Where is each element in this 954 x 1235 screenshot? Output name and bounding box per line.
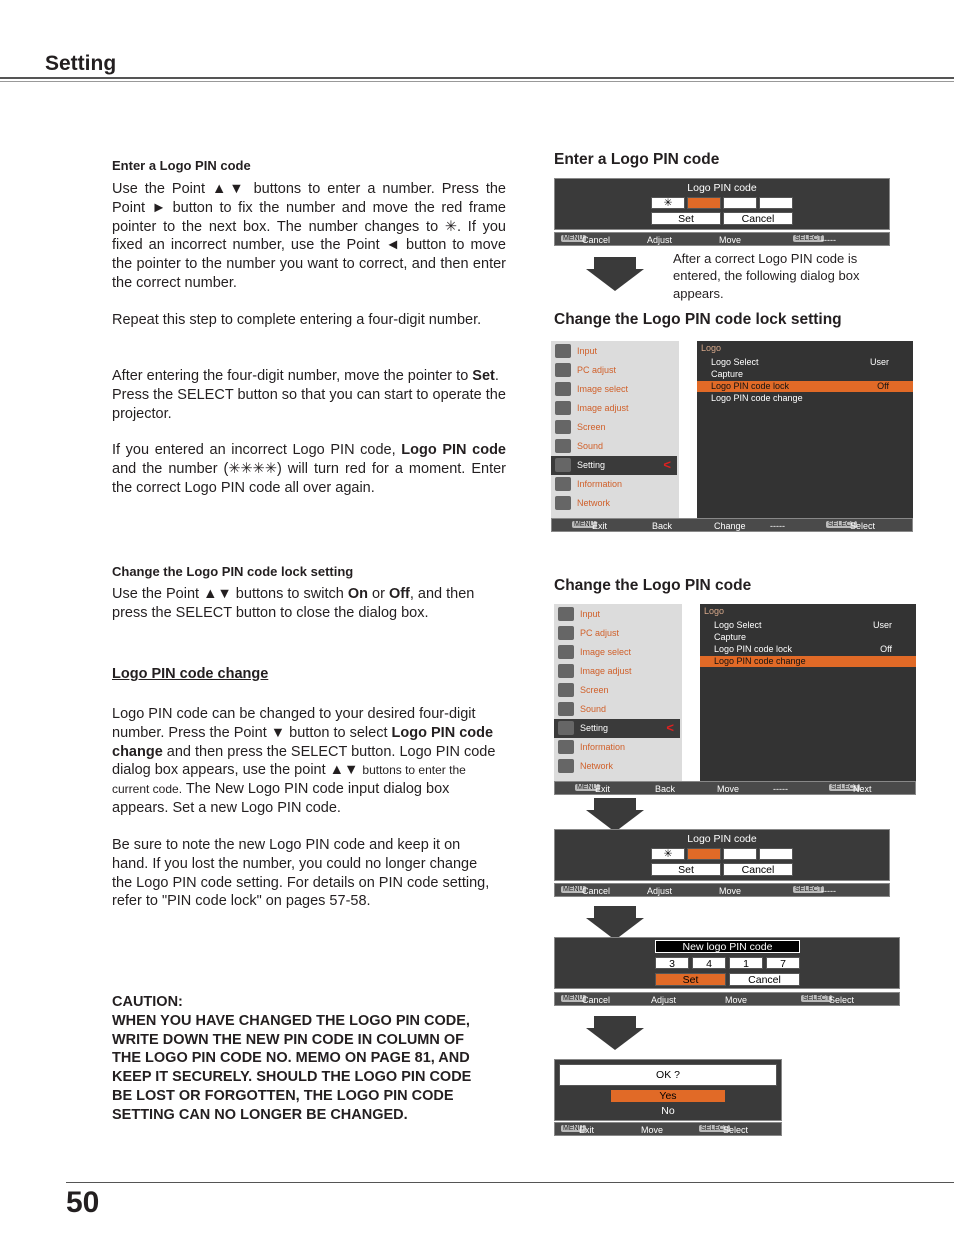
set-button[interactable]: Set	[651, 212, 721, 225]
menu-item[interactable]	[551, 342, 677, 361]
menu-item[interactable]	[551, 380, 677, 399]
menu-sidebar	[551, 341, 679, 518]
menu-item[interactable]	[554, 700, 680, 719]
cancel-button[interactable]: Cancel	[723, 863, 793, 876]
network-icon	[558, 759, 574, 773]
row-value: User	[872, 620, 892, 630]
enter-pin-paragraph-2: Repeat this step to complete entering a four-digit number.	[112, 312, 482, 328]
hint-move: Move	[719, 886, 742, 896]
hint-adjust: Adjust	[647, 886, 673, 896]
input-icon	[558, 607, 574, 621]
hint-move: Move	[725, 995, 748, 1005]
select-key: SELECT	[795, 886, 823, 893]
pin-digit-box[interactable]: 3	[655, 957, 689, 969]
menu-item[interactable]	[554, 738, 680, 757]
select-key: SELECT	[795, 235, 823, 242]
menu-item[interactable]	[551, 494, 677, 513]
set-button[interactable]: Set	[655, 973, 726, 986]
down-arrow-icon	[586, 798, 644, 832]
row-label: Logo PIN code lock	[711, 381, 790, 391]
image-select-icon	[555, 382, 571, 396]
menu-item-label: Input	[577, 346, 598, 356]
pin-digit-box[interactable]: 1	[729, 957, 763, 969]
header-rule	[0, 77, 954, 79]
dialog-control-bar	[554, 1122, 782, 1136]
enter-pin-paragraph-3: After entering the four-digit number, move the pointer to Set. Press the SELECT button so that you can start to operate the projector.	[112, 368, 506, 422]
pc-adjust-icon	[558, 626, 574, 640]
menu-key: MENU	[577, 784, 598, 791]
yes-option[interactable]: Yes	[611, 1090, 725, 1102]
chevron-left-icon: <	[666, 720, 674, 735]
menu-control-bar	[551, 518, 913, 532]
sound-icon	[558, 702, 574, 716]
row-label: Logo PIN code lock	[714, 644, 793, 654]
menu-item-label: Screen	[577, 422, 606, 432]
hint-cancel: Cancel	[582, 995, 611, 1005]
down-arrow-icon	[586, 906, 644, 940]
menu-item-label: Setting	[577, 460, 606, 470]
menu-item-label: PC adjust	[577, 365, 617, 375]
hint-exit: Exit	[595, 784, 611, 794]
menu-item[interactable]	[554, 624, 680, 643]
dialog-title: New logo PIN code	[655, 940, 800, 953]
submenu-row[interactable]	[700, 656, 916, 667]
hint-adjust: Adjust	[647, 235, 673, 245]
setting-icon	[555, 458, 571, 472]
pc-adjust-icon	[555, 363, 571, 377]
sound-icon	[555, 439, 571, 453]
submenu-row[interactable]	[697, 369, 913, 380]
hint-blank: -----	[770, 521, 785, 531]
menu-sidebar	[554, 604, 682, 781]
menu-item[interactable]	[551, 475, 677, 494]
menu-item[interactable]	[554, 719, 680, 738]
row-label: Logo Select	[711, 357, 759, 367]
cancel-button[interactable]: Cancel	[723, 212, 793, 225]
submenu-header: Logo	[701, 343, 722, 353]
setting-menu-lock	[551, 341, 913, 518]
image-select-icon	[558, 645, 574, 659]
down-arrow-icon	[586, 1016, 644, 1050]
hint-exit: Exit	[579, 1125, 595, 1135]
row-label: Logo PIN code change	[711, 393, 803, 403]
pin-digit-box[interactable]	[759, 197, 793, 209]
menu-item-label: Image adjust	[580, 666, 632, 676]
menu-item[interactable]	[551, 399, 677, 418]
submenu-row[interactable]	[697, 381, 913, 392]
pin-digit-box[interactable]	[723, 197, 757, 209]
hint-back: Back	[652, 521, 673, 531]
submenu-row[interactable]	[700, 644, 916, 655]
hint-select: Select	[829, 995, 855, 1005]
header-rule-thin	[0, 81, 954, 82]
lock-subheading: Change the Logo PIN code lock setting	[112, 564, 354, 579]
hint-back: Back	[655, 784, 676, 794]
hint-blank: -----	[773, 784, 788, 794]
menu-item-label: Sound	[577, 441, 604, 451]
hint-select: Select	[723, 1125, 749, 1135]
lock-paragraph: Use the Point ▲▼ buttons to switch On or Off, and then press the SELECT button to close the dialog box.	[112, 586, 475, 621]
enter-pin-paragraph-1: Use the Point ▲▼ buttons to enter a number. Press the Point ► button to fix the number and move the red frame pointer to the next box. The number changes to ✳. If you fixed an incorrect number, use the Point ◄ button to move the pointer to the number you want to correct, and then enter the correct number.	[112, 181, 506, 291]
page-number: 50	[66, 1186, 100, 1219]
dialog-title: Logo PIN code	[687, 833, 757, 845]
logo-pin-dialog	[554, 829, 890, 881]
menu-item-label: Information	[580, 742, 626, 752]
input-icon	[555, 344, 571, 358]
hint-change: Change	[714, 521, 746, 531]
menu-item[interactable]	[554, 643, 680, 662]
menu-item-label: PC adjust	[580, 628, 620, 638]
hint-select: -----	[821, 886, 836, 896]
screen-icon	[558, 683, 574, 697]
pin-digit-box[interactable]: 7	[766, 957, 800, 969]
enter-pin-subheading: Enter a Logo PIN code	[112, 158, 251, 173]
pin-digit-box[interactable]	[687, 197, 721, 209]
select-key: SELECT	[701, 1125, 729, 1132]
pin-digit-box[interactable]	[759, 848, 793, 860]
menu-key: MENU	[563, 995, 584, 1002]
menu-item[interactable]	[554, 681, 680, 700]
dialog-control-bar	[554, 992, 900, 1006]
menu-item[interactable]	[551, 456, 677, 475]
change-paragraph-2: Be sure to note the new Logo PIN code and keep it on hand. If you lost the number, you could no longer change the Logo PIN code setting. For details on PIN code setting, refer to "PIN code lock" on pages 57-58.	[112, 837, 490, 910]
pin-digit-box[interactable]: ✳	[651, 197, 685, 209]
menu-submenu	[700, 604, 916, 781]
menu-item-label: Screen	[580, 685, 609, 695]
ok-confirm-dialog	[554, 1059, 782, 1121]
submenu-header: Logo	[704, 606, 725, 616]
information-icon	[558, 740, 574, 754]
enter-pin-paragraph-4: If you entered an incorrect Logo PIN code, Logo PIN code and the number (✳✳✳✳) will turn red for a moment. Enter the correct Logo PIN code all over again.	[112, 442, 506, 496]
menu-key: MENU	[563, 235, 584, 242]
information-icon	[555, 477, 571, 491]
select-key: SELECT	[803, 995, 831, 1002]
submenu-row[interactable]	[697, 393, 913, 404]
no-option[interactable]: No	[661, 1105, 675, 1117]
row-label: Capture	[711, 369, 744, 379]
dialog-control-bar	[554, 883, 890, 897]
menu-item-label: Information	[577, 479, 623, 489]
menu-key: MENU	[563, 1125, 584, 1132]
hint-cancel: Cancel	[582, 886, 611, 896]
down-arrow-icon	[586, 257, 644, 291]
hint-adjust: Adjust	[651, 995, 677, 1005]
new-logo-pin-dialog	[554, 937, 900, 989]
hint-move: Move	[719, 235, 742, 245]
menu-item-label: Image select	[580, 647, 632, 657]
hint-exit: Exit	[592, 521, 608, 531]
menu-item-label: Image adjust	[577, 403, 629, 413]
logo-pin-dialog	[554, 178, 890, 230]
menu-item[interactable]	[554, 757, 680, 776]
caution-note: CAUTION: WHEN YOU HAVE CHANGED THE LOGO PIN CODE, WRITE DOWN THE NEW PIN CODE IN COLUMN OF THE LOGO PIN CODE NO. MEMO ON PAGE 81, AND KEEP IT SECURELY. SHOULD THE LOGO PIN CODE BE LOST OR FORGOTTEN, THE LOGO PIN CODE SETTING CAN NO LONGER BE CHANGED.	[112, 994, 472, 1123]
hint-select: -----	[821, 235, 836, 245]
pin-digit-box[interactable]	[723, 848, 757, 860]
menu-item[interactable]	[551, 418, 677, 437]
image-adjust-icon	[555, 401, 571, 415]
submenu-row[interactable]	[700, 632, 916, 643]
change-paragraph-1: Logo PIN code can be changed to your desired four-digit number. Press the Point ▼ button to select Logo PIN code change and then press the SELECT button. Logo PIN code dialog box appears, use the point ▲▼ buttons to enter the current code. The New Logo PIN code input dialog box appears. Set a new Logo PIN code.	[112, 706, 496, 816]
hint-move: Move	[641, 1125, 664, 1135]
set-button[interactable]: Set	[651, 863, 721, 876]
lock-figure-title: Change the Logo PIN code lock setting	[554, 311, 842, 328]
pin-digit-box[interactable]: 4	[692, 957, 726, 969]
dialog-title: Logo PIN code	[687, 182, 757, 194]
dialog-title: OK ?	[559, 1064, 777, 1086]
hint-next: Next	[853, 784, 872, 794]
select-key: SELECT	[828, 521, 856, 528]
select-key: SELECT	[831, 784, 859, 791]
submenu-row[interactable]	[700, 620, 916, 631]
figure-note: After a correct Logo PIN code is entered, the following dialog box appears.	[673, 251, 860, 301]
menu-item[interactable]	[554, 605, 680, 624]
menu-key: MENU	[563, 886, 584, 893]
menu-item[interactable]	[551, 361, 677, 380]
cancel-button[interactable]: Cancel	[729, 973, 800, 986]
row-value: User	[869, 357, 889, 367]
menu-item-label: Setting	[580, 723, 609, 733]
menu-item-label: Image select	[577, 384, 629, 394]
menu-item-label: Sound	[580, 704, 607, 714]
setting-icon	[558, 721, 574, 735]
row-value: Off	[877, 381, 889, 391]
chevron-left-icon: <	[663, 457, 671, 472]
change-figure-title: Change the Logo PIN code	[554, 577, 752, 594]
image-adjust-icon	[558, 664, 574, 678]
section-title: Setting	[45, 52, 117, 75]
menu-control-bar	[554, 781, 916, 795]
menu-item-label: Network	[580, 761, 614, 771]
hint-move: Move	[717, 784, 740, 794]
hint-select: Select	[850, 521, 876, 531]
change-subheading: Logo PIN code change	[112, 666, 269, 682]
menu-key: MENU	[574, 521, 595, 528]
row-label: Logo Select	[714, 620, 762, 630]
menu-item[interactable]	[554, 662, 680, 681]
menu-item-label: Network	[577, 498, 611, 508]
submenu-row[interactable]	[697, 357, 913, 368]
network-icon	[555, 496, 571, 510]
dialog-control-bar	[554, 232, 890, 246]
menu-item-label: Input	[580, 609, 601, 619]
enter-pin-figure-title: Enter a Logo PIN code	[554, 151, 720, 168]
row-value: Off	[880, 644, 892, 654]
screen-icon	[555, 420, 571, 434]
row-label: Logo PIN code change	[714, 656, 806, 666]
footer-rule	[66, 1182, 954, 1183]
row-label: Capture	[714, 632, 747, 642]
menu-submenu	[697, 341, 913, 518]
hint-cancel: Cancel	[582, 235, 611, 245]
menu-item[interactable]	[551, 437, 677, 456]
setting-menu-change	[554, 604, 916, 781]
pin-digit-box[interactable]: ✳	[651, 848, 685, 860]
pin-digit-box[interactable]	[687, 848, 721, 860]
